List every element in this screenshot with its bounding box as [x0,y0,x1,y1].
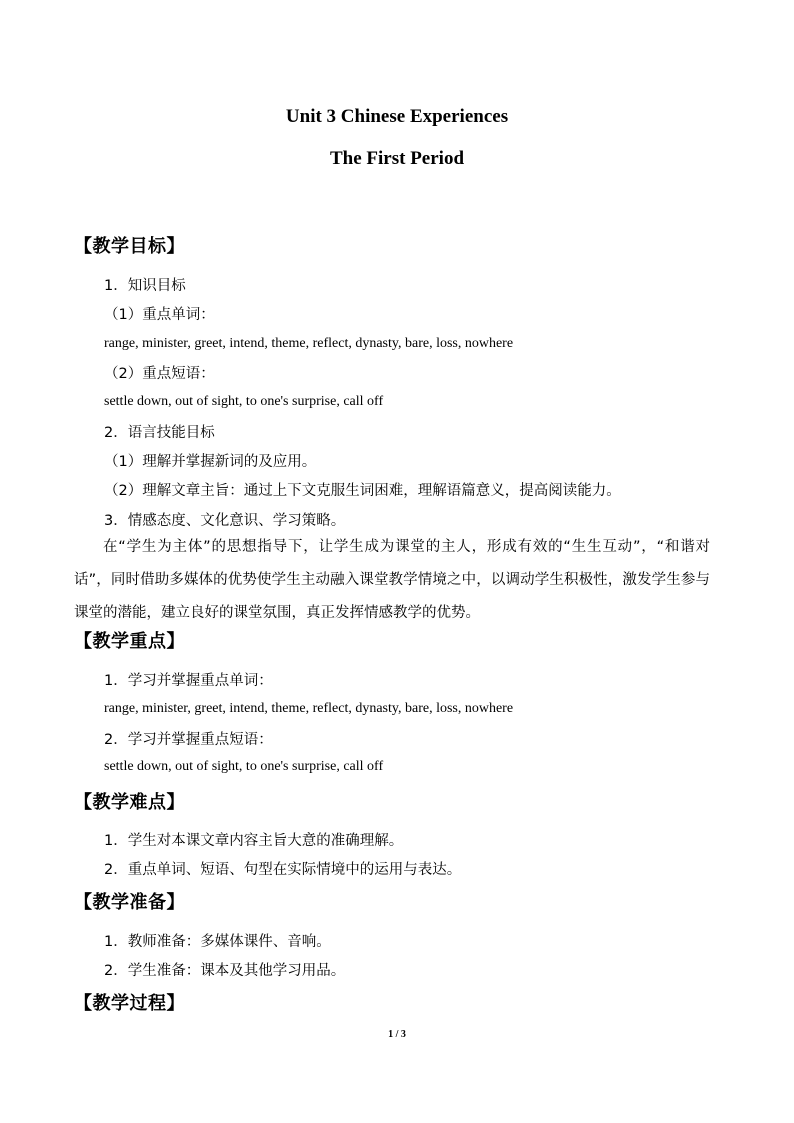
objective-phrases-label: （2）重点短语： [104,366,215,382]
objective-words-label: （1）重点单词： [104,307,215,323]
preparation-student: 2．学生准备：课本及其他学习用品。 [104,963,346,979]
objective-phrases-list: settle down, out of sight, to one's surprise, call off [104,394,384,409]
objective-skills-1: （1）理解并掌握新词的及应用。 [104,454,317,470]
key-point-words: 1．学习并掌握重点单词： [104,673,273,689]
preparation-teacher: 1．教师准备：多媒体课件、音响。 [104,934,331,950]
difficulty-1: 1．学生对本课文章内容主旨大意的准确理解。 [104,833,404,849]
unit-title: Unit 3 Chinese Experiences [285,106,509,127]
heading-key-points: 【教学重点】 [74,631,185,652]
objective-attitude: 3．情感态度、文化意识、学习策略。 [104,513,346,529]
objective-skills: 2．语言技能目标 [104,425,215,441]
period-title: The First Period [329,148,465,169]
heading-preparation: 【教学准备】 [74,892,185,913]
key-point-phrases: 2．学习并掌握重点短语： [104,732,273,748]
objective-paragraph: 在“学生为主体”的思想指导下，让学生成为课堂的主人，形成有效的“生生互动”，“和谐对话”，同时借助多媒体的优势使学生主动融入课堂教学情境之中，以调动学生积极性，激发学生参与课堂的潜能，建立良好的课堂氛围，真正发挥情感教学的优势。 [74,539,710,621]
heading-difficulties: 【教学难点】 [74,792,185,813]
objective-words-list: range, minister, greet, intend, theme, reflect, dynasty, bare, loss, nowhere [104,336,514,351]
key-point-phrases-list: settle down, out of sight, to one's surprise, call off [104,759,384,774]
objective-skills-2: （2）理解文章主旨：通过上下文克服生词困难，理解语篇意义，提高阅读能力。 [104,483,621,499]
page-number: 1 / 3 [388,1029,406,1040]
heading-objectives: 【教学目标】 [74,236,185,257]
heading-process: 【教学过程】 [74,993,185,1014]
key-point-words-list: range, minister, greet, intend, theme, reflect, dynasty, bare, loss, nowhere [104,701,514,716]
objective-knowledge: 1．知识目标 [104,278,186,294]
difficulty-2: 2．重点单词、短语、句型在实际情境中的运用与表达。 [104,862,462,878]
